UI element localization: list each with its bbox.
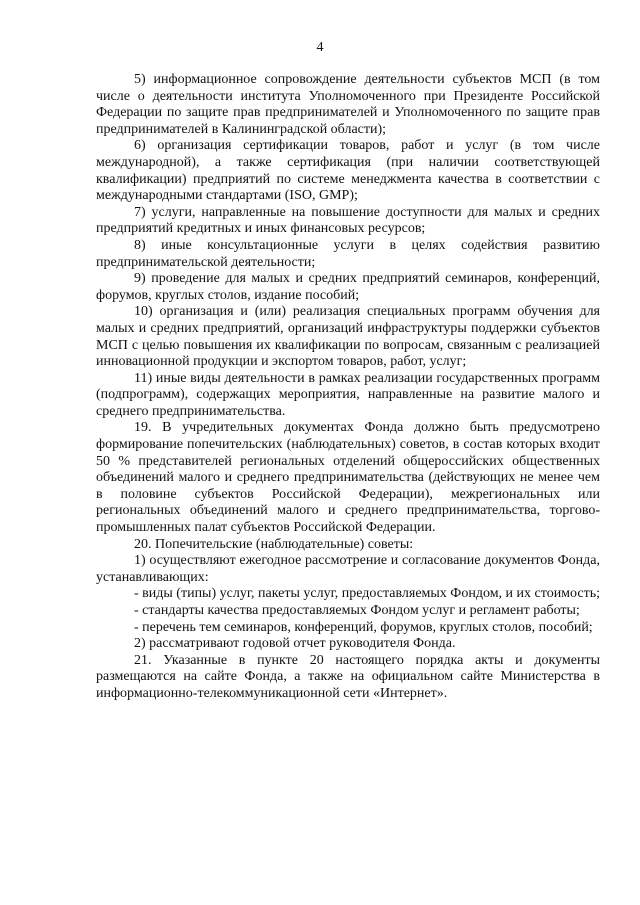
section-20-heading: 20. Попечительские (наблюдательные) советы:	[134, 536, 414, 552]
paragraph-item-9: 9) проведение для малых и средних предприятий семинаров, конференций, форумов, круглых столов, издание пособий;	[96, 271, 600, 303]
paragraph-item-5: 5) информационное сопровождение деятельности субъектов МСП (в том числе о деятельности института Уполномоченного при Президенте Российской Федерации по защите прав предпринимателей и Уполномоченного по защите прав предпринимателей в Калининградской области);	[96, 72, 600, 137]
paragraph-item-10: 10) организация и (или) реализация специальных программ обучения для малых и средних предприятий, организаций инфраструктуры поддержки субъектов МСП с целью повышения их квалификации по вопросам, связанным с реализацией инновационной продукции и экспортом товаров, работ, услуг;	[96, 304, 600, 370]
paragraph-item-7: 7) услуги, направленные на повышение доступности для малых и средних предприятий кредитных и иных финансовых ресурсов;	[96, 204, 600, 237]
section-20-item-1: 1) осуществляют ежегодное рассмотрение и согласование документов Фонда, устанавливающих:	[96, 553, 600, 585]
section-21: 21. Указанные в пункте 20 настоящего порядка акты и документы размещаются на сайте Фонда, а также на официальном сайте Министерства в информационно-телекоммуникационной сети «Интернет».	[96, 652, 600, 701]
paragraph-item-6: 6) организация сертификации товаров, работ и услуг (в том числе международной), а также сертификация (при наличии соответствующей квалификации) предприятий по системе менеджмента качества в соответствии с международными стандартами (ISO, GMP);	[96, 138, 600, 204]
bullet-services-types: - виды (типы) услуг, пакеты услуг, предоставляемых Фондом, и их стоимость;	[134, 586, 600, 602]
section-19: 19. В учредительных документах Фонда должно быть предусмотрено формирование попечительских (наблюдательных) советов, в состав которых входит 50 % представителей региональных отделений общероссийских общественных объединений малого и среднего предпринимательства (действующих не менее чем в половине субъектов Российской Федерации), межрегиональных или региональных объединений малого и среднего предпринимательства, торгово-промышленных палат субъектов Российской Федерации.	[96, 420, 600, 536]
document-body	[96, 72, 600, 703]
bullet-seminar-topics: - перечень тем семинаров, конференций, форумов, круглых столов, пособий;	[134, 619, 593, 635]
paragraph-item-8: 8) иные консультационные услуги в целях содействия развитию предпринимательской деятельности;	[96, 237, 600, 270]
page-number: 4	[316, 40, 324, 55]
section-20-item-2: 2) рассматривают годовой отчет руководителя Фонда.	[134, 636, 456, 652]
paragraph-item-11: 11) иные виды деятельности в рамках реализации государственных программ (подпрограмм), содержащих мероприятия, направленные на развитие малого и среднего предпринимательства.	[96, 370, 600, 419]
bullet-quality-standards: - стандарты качества предоставляемых Фондом услуг и регламент работы;	[134, 603, 580, 618]
